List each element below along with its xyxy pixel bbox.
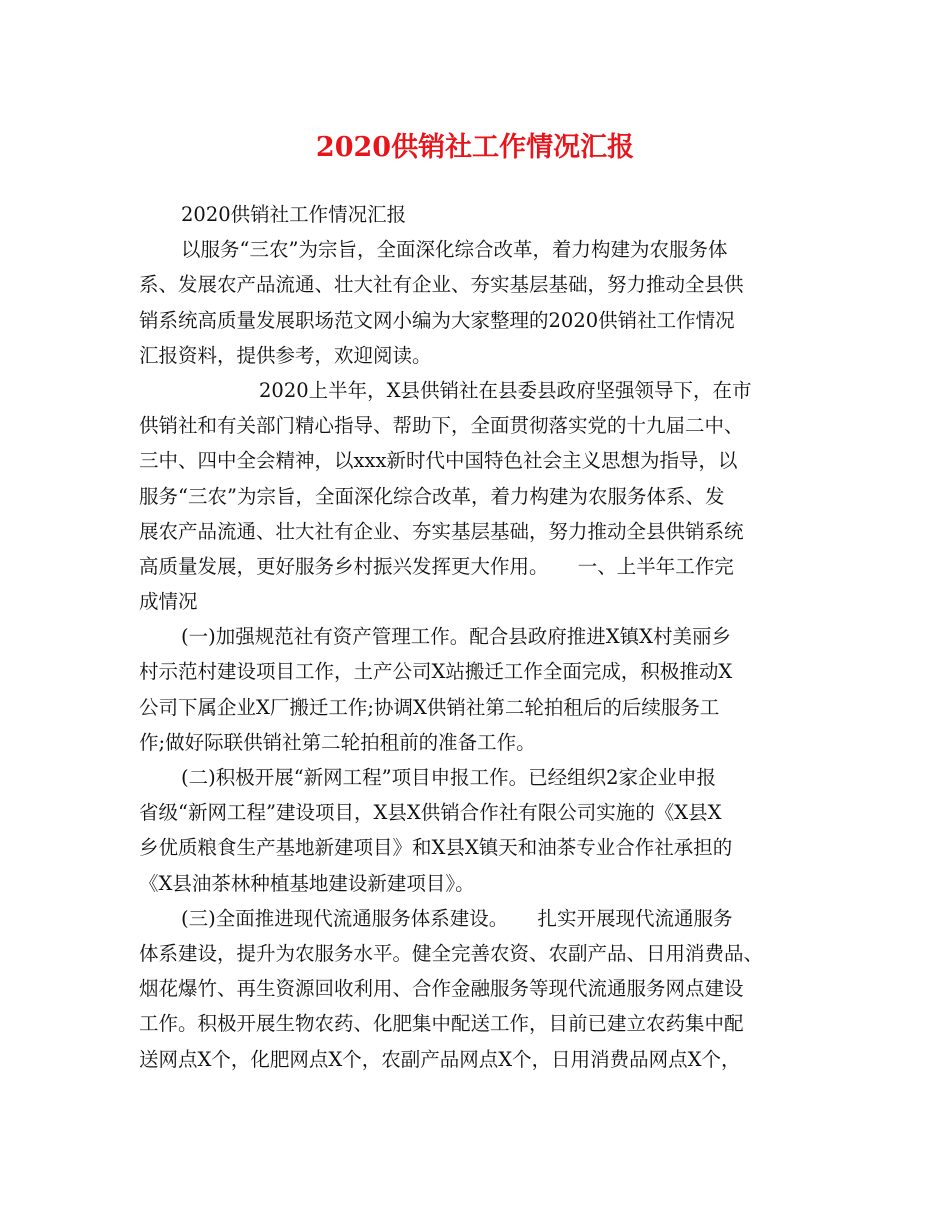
body-line: 高质量发展，更好服务乡村振兴发挥更大作用。 一、上半年工作完 xyxy=(139,554,734,578)
body-line: 送网点X个，化肥网点X个，农副产品网点X个，日用消费品网点X个， xyxy=(139,1047,741,1071)
body-line: 2020上半年，X县供销社在县委县政府坚强领导下，在市 xyxy=(259,378,752,402)
body-line: (三)全面推进现代流通服务体系建设。 扎实开展现代流通服务 xyxy=(181,906,733,930)
body-line: (二)积极开展“新网工程”项目申报工作。已经组织2家企业申报 xyxy=(181,766,717,789)
body-line: (一)加强规范社有资产管理工作。配合县政府推进X镇X村美丽乡 xyxy=(181,625,731,649)
body-line: 村示范村建设项目工作，土产公司X站搬迁工作全面完成，积极推动X xyxy=(139,660,733,684)
body-line: 体系建设，提升为农服务水平。健全完善农资、农副产品、日用消费品、 xyxy=(139,941,764,965)
body-line: 系、发展农产品流通、壮大社有企业、夯实基层基础，努力推动全县供 xyxy=(139,273,744,297)
body-line: 作;做好际联供销社第二轮拍租前的准备工作。 xyxy=(139,730,536,754)
body-line: 乡优质粮食生产基地新建项目》和X县X镇天和油茶专业合作社承担的 xyxy=(139,836,733,860)
body-line: 烟花爆竹、再生资源回收利用、合作金融服务等现代流通服务网点建设 xyxy=(139,977,744,1001)
document-title: 2020供销社工作情况汇报 xyxy=(315,132,635,163)
body-line: 《X县油茶林种植基地建设新建项目》。 xyxy=(139,871,475,895)
body-line: 汇报资料，提供参考，欢迎阅读。 xyxy=(139,343,432,367)
body-line: 三中、四中全会精神，以xxx新时代中国特色社会主义思想为指导，以 xyxy=(139,449,738,473)
body-line: 展农产品流通、壮大社有企业、夯实基层基础，努力推动全县供销系统 xyxy=(139,519,744,543)
body-line: 成情况 xyxy=(139,590,198,614)
body-line: 以服务“三农”为宗旨，全面深化综合改革，着力构建为农服务体 xyxy=(181,238,728,262)
body-line: 供销社和有关部门精心指导、帮助下，全面贯彻落实党的十九届二中、 xyxy=(139,414,744,438)
body-line: 工作。积极开展生物农药、化肥集中配送工作，目前已建立农药集中配 xyxy=(139,1012,744,1036)
body-line: 2020供销社工作情况汇报 xyxy=(181,203,407,226)
body-line: 销系统高质量发展职场范文网小编为大家整理的2020供销社工作情况 xyxy=(139,308,735,332)
document-body xyxy=(139,197,819,1077)
body-line: 服务“三农”为宗旨，全面深化综合改革，着力构建为农服务体系、发 xyxy=(139,484,725,508)
body-line: 省级“新网工程”建设项目，X县X供销合作社有限公司实施的《X县X xyxy=(139,801,722,825)
body-line: 公司下属企业X厂搬迁工作;协调X供销社第二轮拍租后的后续服务工 xyxy=(139,695,720,719)
